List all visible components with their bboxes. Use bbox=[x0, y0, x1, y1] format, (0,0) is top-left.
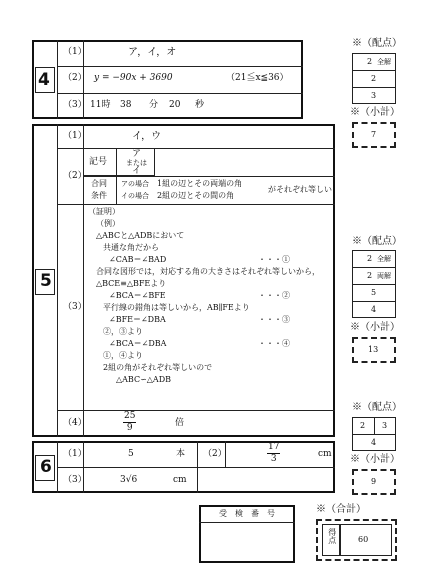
q6-r2-fraction bbox=[267, 443, 280, 464]
q5-r4-label: （4） bbox=[63, 418, 87, 428]
proof-line: ∠BFE＝∠DBA bbox=[109, 315, 166, 324]
q5-r1-answer: イ，ウ bbox=[132, 131, 162, 142]
proof-line: ①，④より bbox=[103, 351, 143, 360]
q5-r2-mid-divider bbox=[83, 176, 335, 177]
q4-number-inner bbox=[35, 67, 55, 93]
q5-number: 5 bbox=[40, 271, 52, 291]
haiten-q5-a: 2 bbox=[367, 254, 373, 263]
haiten-q5-a-note: 全解 bbox=[377, 255, 391, 263]
q4-r3-hour: 11時 bbox=[90, 100, 111, 110]
haiten-q5-divider-1 bbox=[352, 267, 396, 268]
proof-line: （証明） bbox=[88, 207, 120, 216]
q6-r2-unit: cm bbox=[318, 449, 332, 459]
proof-mark-4: ・・・④ bbox=[258, 339, 290, 348]
haiten-q4-divider-1 bbox=[352, 70, 396, 71]
q6-r1-label: （1） bbox=[63, 449, 87, 459]
haiten-q5-c: 5 bbox=[371, 288, 377, 297]
shokei-title-q4: ※（小計） bbox=[350, 107, 400, 118]
q5-r2-kigo-divider bbox=[116, 148, 117, 176]
proof-line: ∠BCA＝∠BFE bbox=[109, 291, 166, 300]
q4-r3-minutes: 38 bbox=[120, 100, 132, 110]
q5-r4-numerator: 25 bbox=[124, 411, 136, 421]
q6-r2-denominator: 3 bbox=[270, 454, 277, 464]
q5-row-divider-2 bbox=[58, 204, 335, 205]
proof-line: 平行線の錯角は等しいから，AB∥FEより bbox=[103, 303, 250, 312]
q4-r2-range: （21≦x≦36） bbox=[226, 73, 289, 83]
q5-r2-joken-divider bbox=[116, 176, 117, 204]
gokei-label: 得点 bbox=[327, 528, 337, 544]
q6-r3-label: （3） bbox=[63, 475, 87, 485]
shokei-q6-value: 9 bbox=[371, 477, 377, 486]
q5-r4-fraction bbox=[123, 412, 136, 433]
haiten-title-q5: ※（配点） bbox=[352, 236, 402, 247]
q6-r3-right-divider bbox=[197, 467, 198, 493]
q6-r1-unit: 本 bbox=[176, 449, 186, 459]
q5-row-divider-3 bbox=[58, 410, 335, 411]
haiten-q6-divider bbox=[352, 434, 396, 435]
haiten-q5-d: 4 bbox=[371, 305, 377, 314]
proof-line: △ABCと△ADBにおいて bbox=[96, 231, 185, 240]
gokei-value: 60 bbox=[358, 535, 369, 544]
haiten-q4-c: 3 bbox=[371, 91, 377, 100]
q6-r1-answer: 5 bbox=[128, 449, 134, 459]
haiten-q6-a: 2 bbox=[360, 421, 366, 430]
proof-line: ∠CAB＝∠BAD bbox=[109, 255, 167, 264]
q6-number: 6 bbox=[40, 457, 52, 477]
haiten-title-q4: ※（配点） bbox=[352, 38, 402, 49]
shokei-title-q5: ※（小計） bbox=[350, 322, 400, 333]
q4-r1-label: （1） bbox=[63, 47, 87, 57]
q4-row-divider-1 bbox=[58, 66, 303, 67]
shokei-title-q6: ※（小計） bbox=[350, 454, 400, 465]
q5-r2-joken-label-2: 条件 bbox=[91, 191, 107, 200]
q4-r2-answer: y = −90x + 3690 bbox=[94, 73, 173, 83]
haiten-q5-divider-2 bbox=[352, 284, 396, 285]
q4-r3-second-unit: 秒 bbox=[195, 100, 205, 110]
haiten-q4-a: 2 bbox=[367, 57, 373, 66]
q5-r2-kigo-answer-bottom: イ bbox=[132, 166, 142, 176]
q5-r4-denominator: 9 bbox=[126, 423, 133, 433]
q4-r3-label: （3） bbox=[63, 100, 87, 110]
q4-number: 4 bbox=[38, 70, 50, 90]
proof-line: 2組の角がそれぞれ等しいので bbox=[103, 363, 213, 372]
q5-r4-unit: 倍 bbox=[175, 418, 185, 428]
q6-r3-answer: 3√6 bbox=[120, 475, 138, 485]
q4-r3-seconds: 20 bbox=[169, 100, 181, 110]
proof-line: 共通な角だから bbox=[103, 243, 159, 252]
q5-r2-kigo-answer-top: ア bbox=[132, 149, 142, 159]
proof-line: △BCE≡△BFEより bbox=[96, 279, 167, 288]
q5-r2-case-a: アの場合 bbox=[121, 180, 149, 188]
haiten-q6-c: 4 bbox=[371, 438, 377, 447]
q6-r1-right-divider bbox=[197, 441, 198, 467]
haiten-q5-b: 2 bbox=[367, 271, 373, 280]
haiten-q6-b: 3 bbox=[382, 421, 388, 430]
q5-r2-joken-label-1: 合同 bbox=[91, 179, 107, 188]
q5-r2-case-a-text: 1組の辺とその両端の角 bbox=[157, 179, 243, 188]
q5-r2-kigo-or: または bbox=[126, 159, 147, 167]
haiten-q4-a-note: 全解 bbox=[377, 58, 391, 66]
q4-row-divider-2 bbox=[58, 93, 303, 94]
q4-r2-label: （2） bbox=[63, 73, 87, 83]
haiten-q4-divider-2 bbox=[352, 87, 396, 88]
gokei-title: ※（合計） bbox=[316, 504, 366, 515]
q5-r2-label: （2） bbox=[63, 171, 87, 181]
q5-r2-suffix: がそれぞれ等しい bbox=[268, 185, 332, 194]
proof-line: ∠BCA＝∠DBA bbox=[109, 339, 167, 348]
shokei-q5-value: 13 bbox=[368, 345, 379, 354]
q6-r3-unit: cm bbox=[173, 475, 187, 485]
proof-line: △ABC∽△ADB bbox=[116, 375, 172, 384]
q5-r2-case-i-text: 2組の辺とその間の角 bbox=[157, 191, 235, 200]
q5-r1-label: （1） bbox=[63, 131, 87, 141]
proof-mark-3: ・・・③ bbox=[258, 315, 290, 324]
proof-mark-2: ・・・② bbox=[258, 291, 290, 300]
q4-r1-answer: ア，イ，オ bbox=[128, 47, 177, 58]
proof-mark-1: ・・・① bbox=[258, 255, 290, 264]
q6-r2-label: （2） bbox=[203, 449, 227, 459]
haiten-q5-b-note: 両解 bbox=[377, 272, 391, 280]
haiten-title-q6: ※（配点） bbox=[352, 402, 402, 413]
haiten-q5-divider-3 bbox=[352, 301, 396, 302]
proof-line: 合同な図形では，対応する角の大きさはそれぞれ等しいから， bbox=[96, 267, 320, 276]
proof-line: （例） bbox=[96, 219, 120, 228]
q5-r3-label: （3） bbox=[63, 302, 87, 312]
haiten-q6-col-divider bbox=[374, 417, 375, 434]
proof-line: ②，③より bbox=[103, 327, 143, 336]
juken-bangou-label: 受 検 番 号 bbox=[219, 509, 275, 518]
q4-r3-minute-unit: 分 bbox=[149, 100, 159, 110]
q5-r2-kigo-label: 記号 bbox=[89, 157, 108, 167]
juken-bangou-divider bbox=[199, 522, 295, 523]
q6-r2-numerator: 17 bbox=[268, 442, 280, 452]
shokei-q4-value: 7 bbox=[371, 130, 377, 139]
haiten-q4-b: 2 bbox=[371, 74, 377, 83]
q5-r2-case-i: イの場合 bbox=[121, 192, 149, 200]
